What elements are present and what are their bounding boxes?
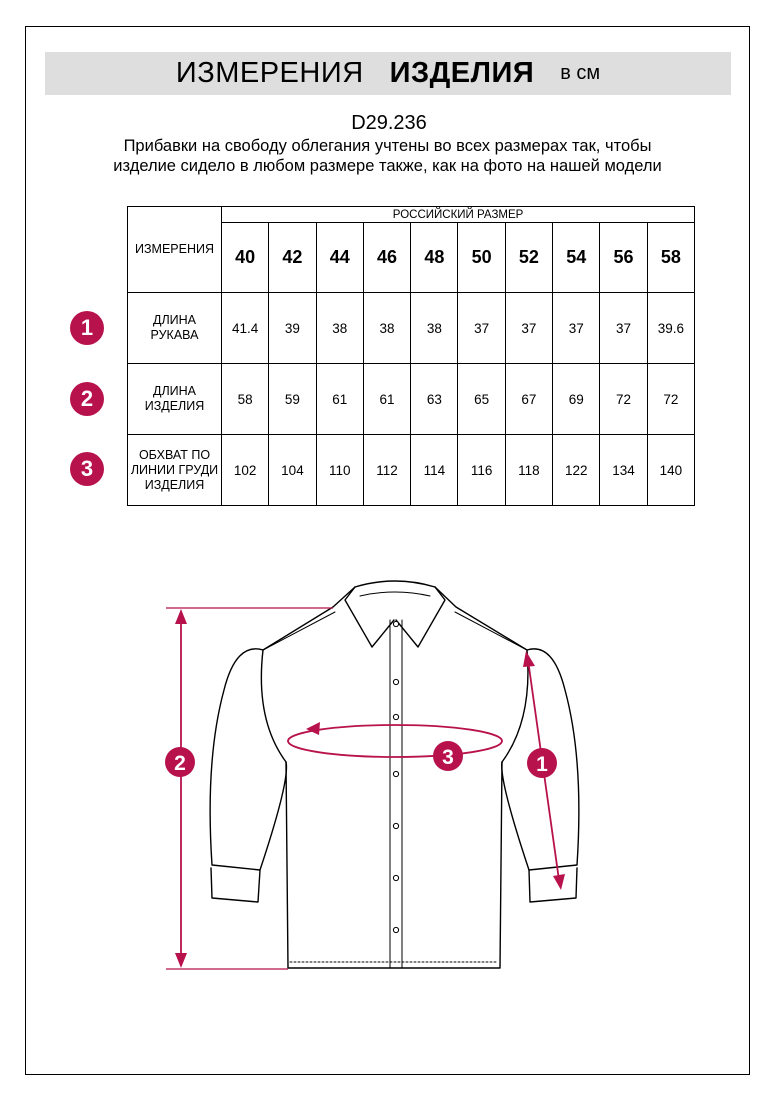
title-product: ИЗДЕЛИЯ: [389, 57, 535, 89]
table-cell: 114: [411, 435, 458, 506]
size-header: 52: [505, 223, 552, 293]
diagram-marker-length: 2: [174, 752, 186, 775]
table-cell: 65: [458, 364, 505, 435]
table-cell: 102: [222, 435, 269, 506]
table-cell: 110: [316, 435, 363, 506]
table-cell: 69: [553, 364, 600, 435]
table-cell: 59: [269, 364, 316, 435]
table-cell: 72: [600, 364, 647, 435]
marker-badge-sleeve-length: 1: [70, 311, 104, 345]
size-header: 56: [600, 223, 647, 293]
article-code: D29.236: [351, 112, 427, 134]
table-cell: 134: [600, 435, 647, 506]
table-cell: 37: [600, 293, 647, 364]
table-cell: 38: [411, 293, 458, 364]
table-cell: 39.6: [647, 293, 694, 364]
fit-note: Прибавки на свободу облегания учтены во всех размерах так, чтобы изделие сидело в любом размере также, как на фото на нашей модели: [113, 137, 662, 175]
title-unit: в см: [560, 62, 601, 84]
table-cell: 61: [363, 364, 410, 435]
marker-badge-product-length: 2: [70, 382, 104, 416]
table-cell: 37: [505, 293, 552, 364]
size-header: 40: [222, 223, 269, 293]
size-header: 42: [269, 223, 316, 293]
button-dot: [393, 823, 398, 828]
size-header: 44: [316, 223, 363, 293]
table-cell: 37: [553, 293, 600, 364]
table-cell: 58: [222, 364, 269, 435]
table-cell: 38: [363, 293, 410, 364]
table-cell: 61: [316, 364, 363, 435]
button-dot: [393, 621, 398, 626]
table-cell: 37: [458, 293, 505, 364]
title-measurements: ИЗМЕРЕНИЯ: [175, 57, 364, 89]
row-label: ОБХВАТ ПО ЛИНИИ ГРУДИ ИЗДЕЛИЯ: [128, 435, 222, 506]
diagram-badge-length: [165, 747, 195, 777]
size-group-header: РОССИЙСКИЙ РАЗМЕР: [222, 207, 695, 223]
size-header: 48: [411, 223, 458, 293]
buttons: [393, 621, 398, 932]
table-cell: 116: [458, 435, 505, 506]
table-cell: 118: [505, 435, 552, 506]
table-cell: 140: [647, 435, 694, 506]
table-cell: 39: [269, 293, 316, 364]
length-measure: [166, 608, 333, 969]
button-dot: [393, 875, 398, 880]
button-dot: [393, 714, 398, 719]
button-dot: [393, 927, 398, 932]
diagram-marker-chest: 3: [442, 746, 454, 769]
row-label: ДЛИНА РУКАВА: [128, 293, 222, 364]
chest-measure: [288, 722, 502, 757]
table-cell: 122: [553, 435, 600, 506]
size-header: 54: [553, 223, 600, 293]
row-label: ДЛИНА ИЗДЕЛИЯ: [128, 364, 222, 435]
diagram-badge-sleeve: [527, 748, 557, 778]
size-header: 58: [647, 223, 694, 293]
size-header: 50: [458, 223, 505, 293]
table-cell: 63: [411, 364, 458, 435]
marker-badge-chest-girth: 3: [70, 452, 104, 486]
table-cell: 104: [269, 435, 316, 506]
table-cell: 41.4: [222, 293, 269, 364]
button-dot: [393, 771, 398, 776]
table-cell: 67: [505, 364, 552, 435]
size-header: 46: [363, 223, 410, 293]
button-dot: [393, 679, 398, 684]
table-cell: 72: [647, 364, 694, 435]
table-cell: 112: [363, 435, 410, 506]
diagram-badge-chest: [433, 741, 463, 771]
corner-label: ИЗМЕРЕНИЯ: [128, 207, 222, 293]
table-cell: 38: [316, 293, 363, 364]
diagram-marker-sleeve: 1: [536, 753, 548, 776]
